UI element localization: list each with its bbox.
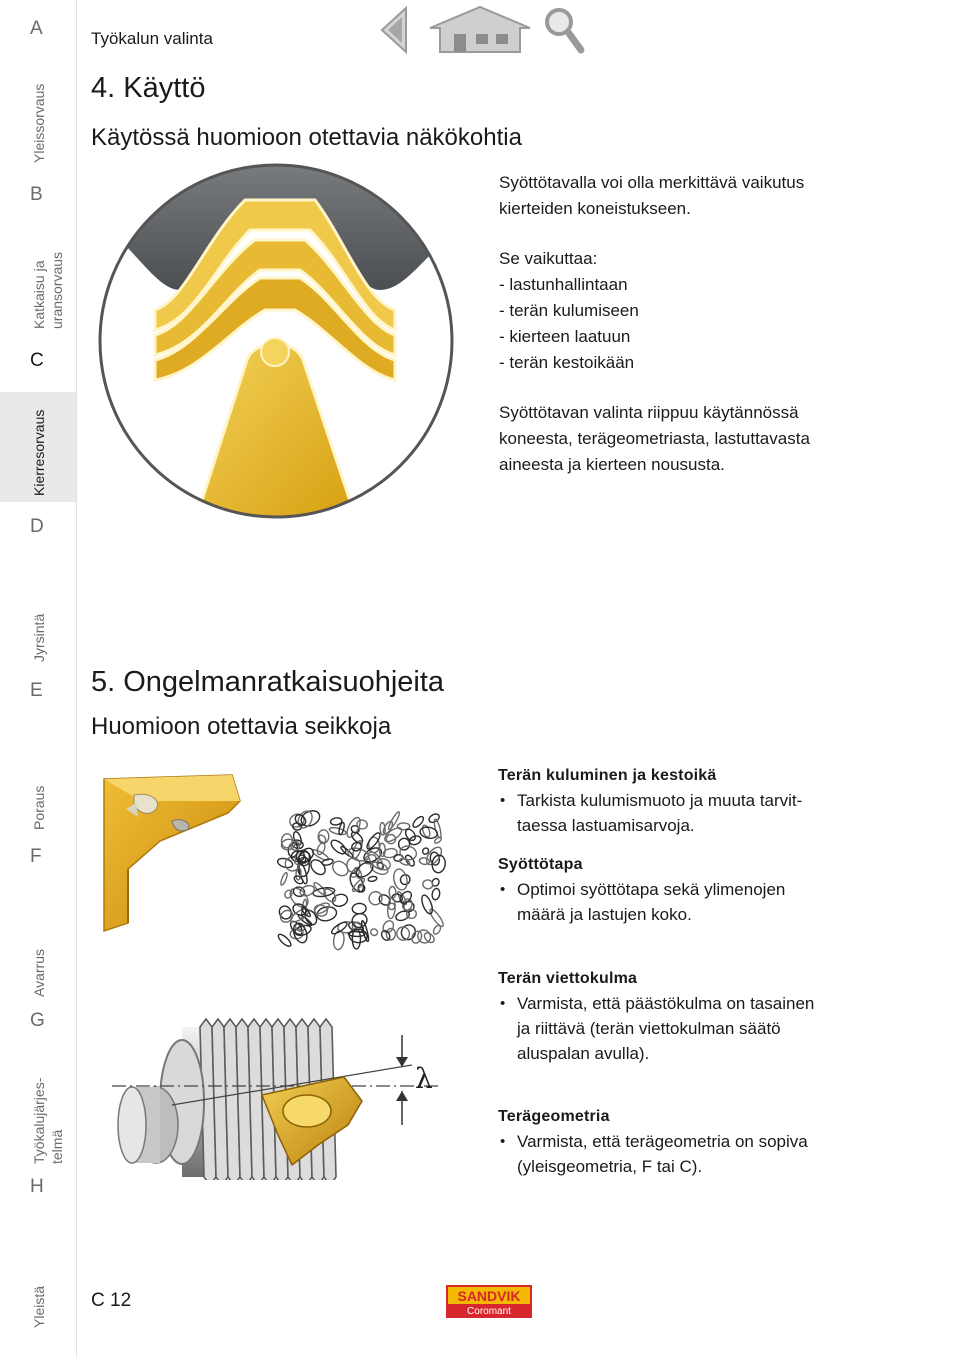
section-4-text [499, 170, 899, 502]
checklist-item [498, 763, 802, 838]
checklist-item [498, 966, 814, 1066]
section-4-title: 4. Käyttö [91, 72, 206, 104]
tab-b[interactable] [0, 166, 76, 334]
checklist-item [498, 852, 785, 927]
tab-letter: C [30, 350, 44, 371]
item-body [498, 991, 814, 1066]
section-4-subtitle: Käytössä huomioon otettavia näkökohtia [91, 124, 522, 151]
bullet-icon: • [500, 792, 506, 809]
text-line: aineesta ja kierteen noususta. [499, 455, 725, 474]
chip-curl [316, 842, 327, 856]
chip-curl [370, 928, 379, 936]
paragraph-feed-choice [499, 400, 899, 478]
item-body [498, 1129, 808, 1179]
bullet-icon: • [500, 995, 506, 1012]
chip-curl [428, 908, 445, 928]
worn-insert-illustration [102, 773, 242, 933]
item-heading: Terän kuluminen ja kestoikä [498, 767, 717, 784]
chip-curl [367, 889, 385, 907]
chip-curl [431, 888, 440, 901]
tab-c[interactable] [0, 334, 76, 502]
text-line: Tarkista kulumismuoto ja muuta tarvit- [517, 791, 803, 810]
text-line: koneesta, terägeometriasta, lastuttavasta [499, 429, 810, 448]
text-line: Varmista, että päästökulma on tasainen [517, 994, 815, 1013]
tab-letter: D [30, 516, 44, 537]
item-heading: Syöttötapa [498, 856, 583, 873]
chip-curl [280, 872, 289, 886]
item-body [498, 877, 785, 927]
tab-label: Avarrus [31, 949, 47, 997]
tab-letter: H [30, 1176, 44, 1197]
tab-label: Kierresorvaus [31, 409, 47, 496]
tab-e[interactable] [0, 670, 76, 838]
text-line: (yleisgeometria, F tai C). [517, 1157, 703, 1176]
text-line: aluspalan avulla). [517, 1044, 650, 1063]
tab-label: Yleistä [31, 1285, 47, 1328]
item-body [498, 788, 802, 838]
page-number: C 12 [91, 1290, 132, 1311]
paragraph-affects-list [499, 246, 899, 376]
tab-label: Poraus [31, 785, 47, 830]
chip-curl [387, 898, 396, 919]
checklist-item [498, 1104, 808, 1179]
section-5-subtitle: Huomioon otettavia seikkoja [91, 713, 392, 740]
chips-illustration [272, 808, 454, 953]
tab-d[interactable] [0, 502, 76, 670]
logo-text-top: SANDVIK [457, 1288, 521, 1304]
back-arrow-icon[interactable] [378, 4, 414, 56]
list-item: - terän kestoikään [499, 353, 635, 372]
section-5-title: 5. Ongelmanratkaisuohjeita [91, 666, 445, 698]
list-item: - lastunhallintaan [499, 275, 628, 294]
list-item: - terän kulumiseen [499, 301, 639, 320]
text-line: ja riittävä (terän viettokulman säätö [517, 1019, 781, 1038]
tab-label: Jyrsintä [31, 613, 47, 662]
bullet-icon: • [500, 1133, 506, 1150]
tab-label-line-1: Katkaisu ja [31, 260, 47, 329]
text-line: kierteiden koneistukseen. [499, 199, 691, 218]
chip-curl [432, 924, 442, 935]
tab-letter: A [30, 18, 43, 39]
chip-curl [368, 876, 378, 882]
lambda-angle-label: λ [415, 1062, 433, 1095]
sandvik-coromant-logo [446, 1285, 532, 1318]
tab-label-line-2: telmä [49, 1129, 65, 1164]
tab-label-line-2: uransorvaus [49, 251, 65, 329]
tab-divider [76, 0, 77, 1357]
bullet-icon: • [500, 881, 506, 898]
item-heading: Terägeometria [498, 1108, 610, 1125]
home-icon[interactable] [428, 4, 532, 56]
breadcrumb[interactable]: Työkalun valinta [91, 29, 213, 48]
chip-curl [352, 903, 366, 914]
text-line: Optimoi syöttötapa sekä ylimenojen [517, 880, 786, 899]
logo-text-bottom: Coromant [467, 1306, 511, 1317]
text-line: Se vaikuttaa: [499, 249, 598, 268]
list-item: - kierteen laatuun [499, 327, 631, 346]
section-tab-strip [0, 0, 76, 1357]
tab-h[interactable] [0, 1174, 76, 1357]
tab-letter: E [30, 680, 43, 701]
paragraph-feed-effect [499, 170, 899, 222]
tab-letter: G [30, 1010, 45, 1031]
tab-label-line-1: Työkalujärjes- [31, 1077, 47, 1164]
chip-curl [399, 858, 411, 867]
search-icon[interactable] [542, 4, 586, 56]
chip-curl [386, 928, 396, 940]
tab-a[interactable] [0, 0, 76, 166]
thread-infeed-illustration [95, 160, 457, 522]
tab-letter: F [30, 846, 42, 867]
tab-letter: B [30, 184, 43, 205]
chip-curl [331, 893, 349, 909]
text-line: määrä ja lastujen koko. [517, 905, 692, 924]
text-line: Syöttötavan valinta riippuu käytännössä [499, 403, 799, 422]
tab-f[interactable] [0, 838, 76, 1006]
inclination-angle-illustration [112, 1005, 458, 1180]
nav-toolbar [378, 4, 588, 56]
item-heading: Terän viettokulma [498, 970, 638, 987]
text-line: Syöttötavalla voi olla merkittävä vaikutus [499, 173, 805, 192]
chip-curl [380, 822, 386, 835]
text-line: Varmista, että terägeometria on sopiva [517, 1132, 808, 1151]
chip-curl [348, 931, 365, 936]
tab-g[interactable] [0, 1006, 76, 1174]
tab-label: Yleissorvaus [31, 83, 47, 163]
text-line: taessa lastuamisarvoja. [517, 816, 695, 835]
